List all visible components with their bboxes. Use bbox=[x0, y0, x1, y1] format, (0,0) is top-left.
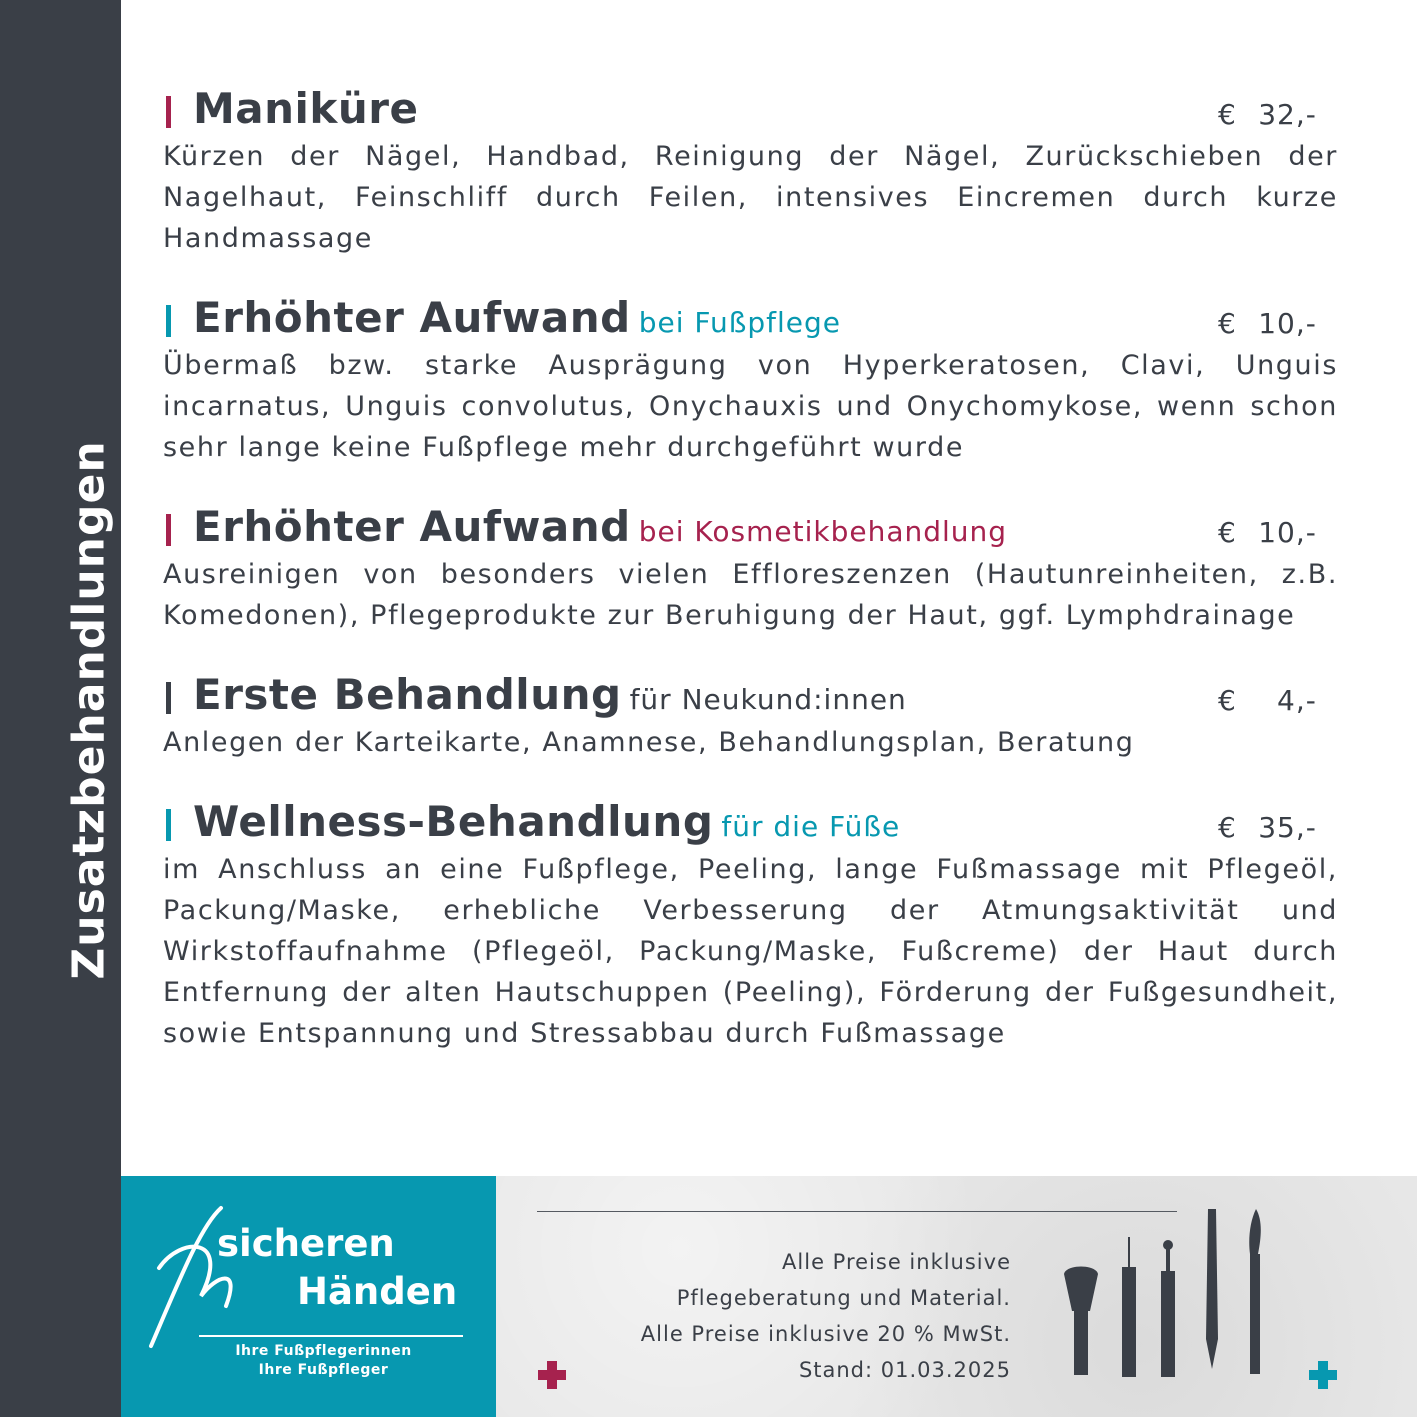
section-marker bbox=[166, 682, 171, 714]
service-description: Kürzen der Nägel, Handbad, Reinigung der Nägel, Zurückschieben der Nagelhaut, Feinschliff durch Feilen, intensives Eincremen durch kurze Handmassage bbox=[163, 141, 1338, 254]
section-marker bbox=[166, 514, 171, 546]
service-price: € 10,- bbox=[1218, 307, 1317, 340]
service-title: Erste Behandlung für Neukund:innen bbox=[193, 670, 907, 719]
logo-tagline: Ihre Fußpfleger bbox=[258, 1362, 389, 1378]
brand-logo bbox=[121, 1176, 496, 1417]
service-description: Anlegen der Karteikarte, Anamnese, Behandlungsplan, Beratung bbox=[163, 727, 1135, 758]
section-marker bbox=[166, 809, 171, 841]
price-note bbox=[641, 1244, 1011, 1388]
nail-file-icon bbox=[1206, 1209, 1218, 1369]
service-aufwand-kosmetik bbox=[163, 502, 1338, 636]
sidebar-title: Zusatzbehandlungen bbox=[63, 440, 115, 980]
sidebar bbox=[0, 0, 121, 1417]
service-description: Übermaß bzw. starke Ausprägung von Hyperkeratosen, Clavi, Unguis incarnatus, Unguis convolutus, Onychauxis und Onychomykose, wenn schon sehr lange keine Fußpflege mehr durchgeführt wurde bbox=[163, 350, 1338, 463]
service-price: € 35,- bbox=[1218, 811, 1317, 844]
service-erste-behandlung bbox=[163, 670, 1338, 763]
pedicure-tools-icon bbox=[1056, 1209, 1266, 1379]
footer-info bbox=[496, 1176, 1417, 1417]
section-marker bbox=[166, 305, 171, 337]
cuticle-pusher-icon bbox=[1122, 1237, 1136, 1377]
service-title: Erhöhter Aufwand bei Kosmetikbehandlung bbox=[193, 502, 1008, 551]
service-price: € 32,- bbox=[1218, 98, 1317, 131]
section-marker bbox=[166, 96, 171, 128]
service-price: € 10,- bbox=[1218, 516, 1317, 549]
service-title: Wellness-Behandlung für die Füße bbox=[193, 797, 901, 846]
service-description: Ausreinigen von besonders vielen Effloreszenzen (Hautunreinheiten, z.B. Komedonen), Pflegeprodukte zur Beruhigung der Haut, ggf. Lymphdrainage bbox=[163, 559, 1338, 631]
logo-word-haenden: Händen bbox=[297, 1270, 458, 1313]
service-description: im Anschluss an eine Fußpflege, Peeling, lange Fußmassage mit Pflegeöl, Packung/Maske, erhebliche Verbesserung der Atmungsaktivität und Wirkstoffaufnahme (Pflegeöl, Packung/Maske, Fußcreme) der Haut durch Entfernung der alten Hautschuppen (Peeling), Förderung der Fußgesundheit, sowie Entspannung und Stressabbau durch Fußmassage bbox=[163, 854, 1338, 1049]
logo-word-sicheren: sicheren bbox=[217, 1222, 395, 1265]
price-note-line: Alle Preise inklusive 20 % MwSt. bbox=[640, 1322, 1011, 1346]
plus-cross-icon bbox=[536, 1359, 568, 1391]
service-title: Maniküre bbox=[193, 84, 419, 133]
brush-icon bbox=[1064, 1267, 1098, 1376]
service-aufwand-fusspflege bbox=[163, 293, 1338, 468]
plus-cross-icon bbox=[1307, 1359, 1339, 1391]
service-title: Erhöhter Aufwand bei Fußpflege bbox=[193, 293, 842, 342]
service-manikuere bbox=[163, 84, 1338, 259]
logo-tagline: Ihre Fußpflegerinnen bbox=[235, 1343, 412, 1359]
service-price: € 4,- bbox=[1218, 684, 1317, 717]
scalpel-icon bbox=[1249, 1209, 1261, 1374]
logo-divider bbox=[199, 1335, 463, 1337]
curette-icon bbox=[1161, 1249, 1175, 1377]
price-note-line: Stand: 01.03.2025 bbox=[798, 1358, 1011, 1382]
price-note-line: Alle Preise inklusive bbox=[782, 1250, 1011, 1274]
service-wellness bbox=[163, 797, 1338, 1054]
price-note-line: Pflegeberatung und Material. bbox=[676, 1286, 1011, 1310]
price-list bbox=[163, 84, 1338, 1088]
